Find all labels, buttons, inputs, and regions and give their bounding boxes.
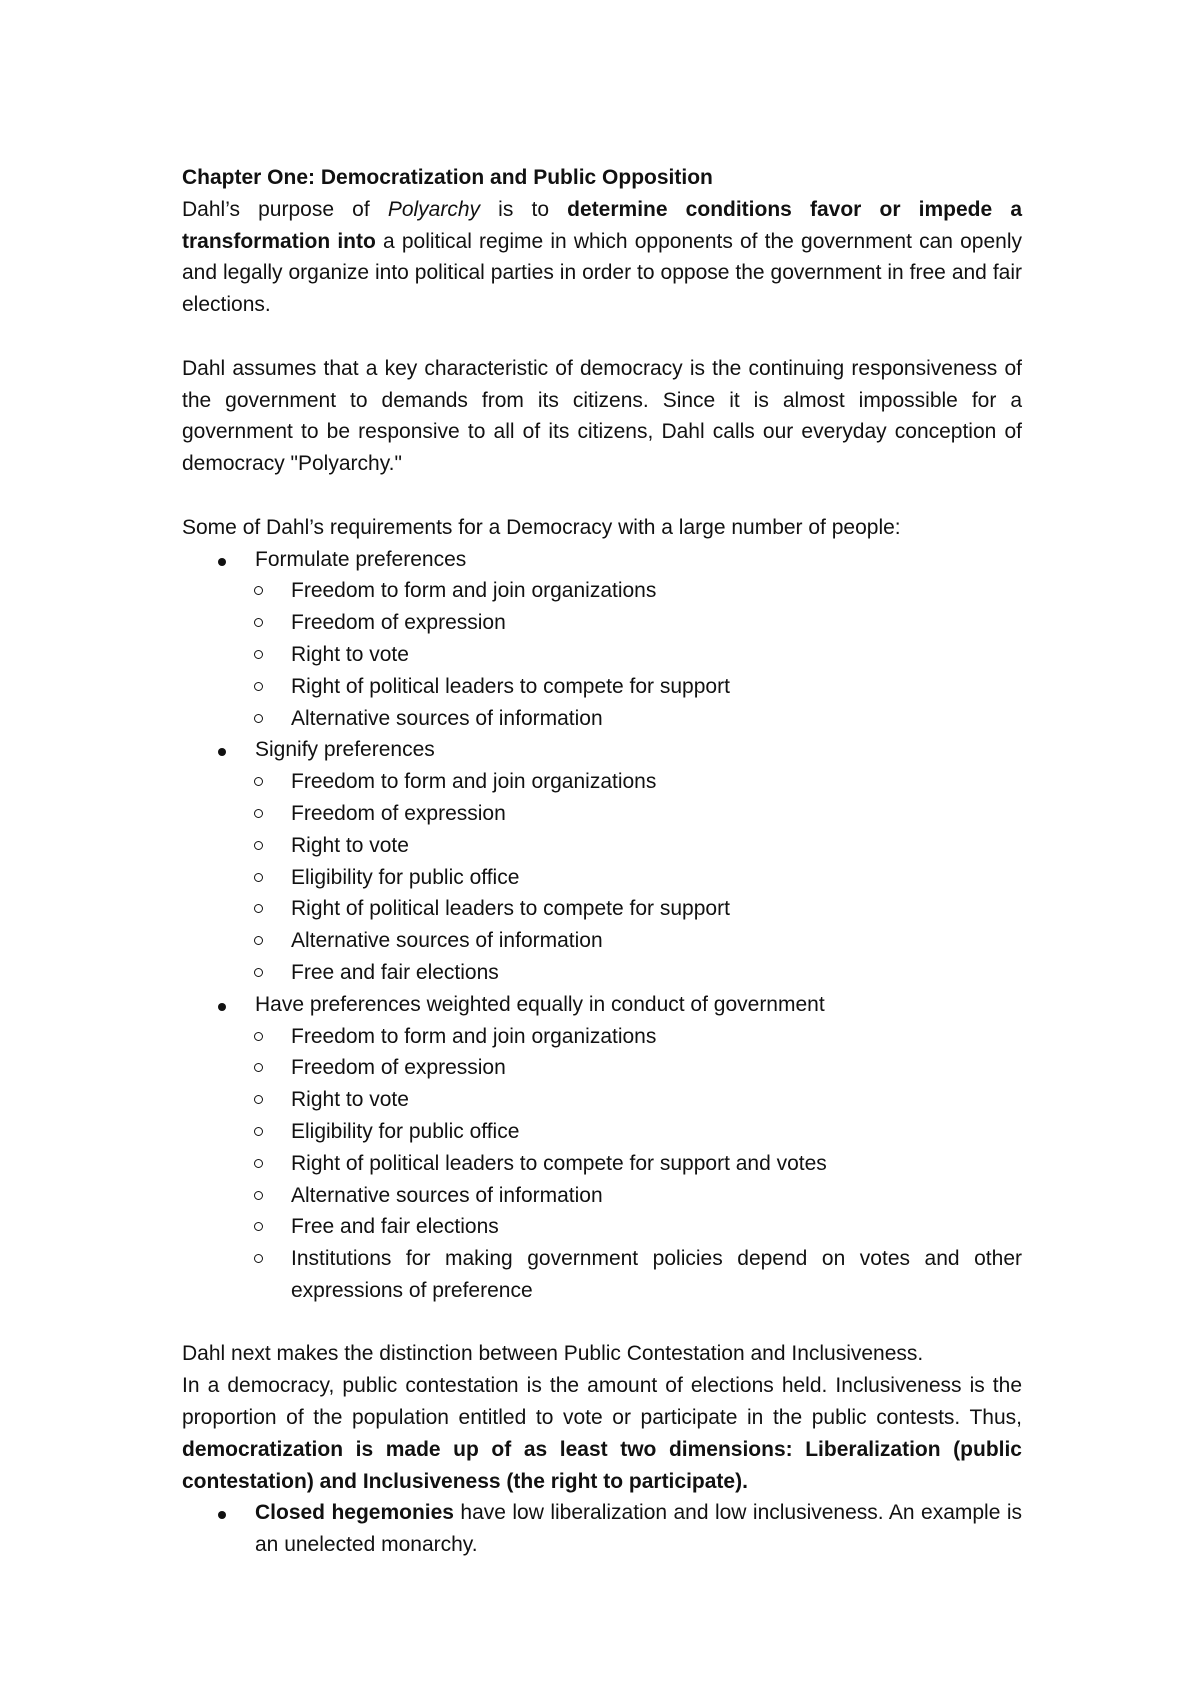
- requirement-item: [182, 1021, 1022, 1053]
- bullet-circle: [254, 809, 263, 818]
- requirement-item: [182, 1211, 1022, 1243]
- requirement-item-text: Freedom of expression: [291, 801, 506, 825]
- requirement-group-label: Formulate preferences: [255, 547, 467, 571]
- spacer: [182, 321, 1022, 353]
- contestation-text: In a democracy, public contestation is the amount of elections held. Inclusiveness is the proportion of the population entitled to vote or participate in the public contests.: [182, 1374, 1022, 1430]
- requirement-item-text: Alternative sources of information: [291, 706, 603, 730]
- requirement-group: [182, 734, 1022, 766]
- requirement-item-text: Free and fair elections: [291, 1215, 499, 1239]
- spacer: [182, 480, 1022, 512]
- bullet-dot: [218, 1003, 226, 1011]
- hegemony-list: [182, 1497, 1022, 1561]
- bullet-circle: [254, 618, 263, 627]
- requirement-item: [182, 575, 1022, 607]
- requirement-item: [182, 1243, 1022, 1307]
- requirement-item-text: Right of political leaders to compete for support: [291, 897, 730, 921]
- requirement-item: [182, 671, 1022, 703]
- requirement-item: [182, 957, 1022, 989]
- requirement-item: [182, 1084, 1022, 1116]
- bullet-circle: [254, 777, 263, 786]
- requirement-item: [182, 607, 1022, 639]
- requirement-item: [182, 639, 1022, 671]
- closed-hegemonies-text: have low liberalization and low inclusiveness. An example is an unelected monarchy.: [255, 1501, 1022, 1557]
- bullet-dot: [218, 558, 226, 566]
- thus-text: Thus,: [969, 1406, 1022, 1430]
- bullet-circle: [254, 586, 263, 595]
- requirement-group-label: Signify preferences: [255, 738, 435, 762]
- requirement-item-text: Freedom to form and join organizations: [291, 770, 657, 794]
- bullet-dot: [218, 748, 226, 756]
- requirement-item: [182, 766, 1022, 798]
- requirement-item-text: Eligibility for public office: [291, 1119, 520, 1143]
- bullet-circle: [254, 1254, 263, 1263]
- requirements-intro: Some of Dahl’s requirements for a Democracy with a large number of people:: [182, 515, 901, 539]
- contestation-paragraph: [182, 1370, 1022, 1497]
- requirement-item-text: Institutions for making government policies depend on votes and other expressions of preference: [291, 1247, 1022, 1302]
- closed-hegemonies-term: Closed hegemonies: [255, 1501, 454, 1525]
- bullet-circle: [254, 1032, 263, 1041]
- requirement-item: [182, 1180, 1022, 1212]
- responsiveness-paragraph: Dahl assumes that a key characteristic of democracy is the continuing responsiveness of the government to demands from its citizens. Since it is almost impossible for a government to be responsive to all of its citizens, Dahl calls our everyday conception of democracy "Polyarchy.": [182, 356, 1022, 476]
- polyarchy-italic: Polyarchy: [387, 197, 481, 221]
- bullet-circle: [254, 1063, 263, 1072]
- requirement-item-text: Right of political leaders to compete for support: [291, 674, 730, 698]
- bullet-circle: [254, 904, 263, 913]
- requirement-item: [182, 1116, 1022, 1148]
- bullet-circle: [254, 968, 263, 977]
- requirement-item-text: Right to vote: [291, 642, 409, 666]
- requirement-item: [182, 703, 1022, 735]
- requirement-item-text: Freedom of expression: [291, 1056, 506, 1080]
- bullet-circle: [254, 1127, 263, 1136]
- bullet-circle: [254, 1159, 263, 1168]
- bullet-circle: [254, 650, 263, 659]
- requirement-item: [182, 1148, 1022, 1180]
- distinction-line: Dahl next makes the distinction between Public Contestation and Inclusiveness.: [182, 1342, 924, 1366]
- requirement-item: [182, 925, 1022, 957]
- requirement-group-label: Have preferences weighted equally in conduct of government: [255, 992, 825, 1016]
- intro-bold-phrase: determine conditions favor or impede a transformation into: [182, 197, 1022, 253]
- dimensions-bold: democratization is made up of as least two dimensions: Liberalization (public contestation) and Inclusiveness (the right to participate).: [182, 1437, 1022, 1493]
- bullet-circle: [254, 1191, 263, 1200]
- bullet-circle: [254, 714, 263, 723]
- requirement-item-text: Right to vote: [291, 833, 409, 857]
- requirement-item: [182, 1052, 1022, 1084]
- requirement-group: [182, 544, 1022, 576]
- bullet-circle: [254, 873, 263, 882]
- requirement-item-text: Free and fair elections: [291, 960, 499, 984]
- requirement-item: [182, 893, 1022, 925]
- intro-text-is-to: is to: [480, 197, 568, 221]
- bullet-circle: [254, 841, 263, 850]
- bullet-circle: [254, 1095, 263, 1104]
- document-body: [182, 162, 1022, 1561]
- requirement-group: [182, 989, 1022, 1021]
- requirement-item-text: Eligibility for public office: [291, 865, 520, 889]
- requirement-item-text: Alternative sources of information: [291, 1183, 603, 1207]
- bullet-dot: [218, 1511, 226, 1519]
- requirement-item-text: Freedom to form and join organizations: [291, 1024, 657, 1048]
- spacer: [182, 1307, 1022, 1339]
- requirements-list: [182, 544, 1022, 1307]
- requirement-item: [182, 830, 1022, 862]
- chapter-title: Chapter One: Democratization and Public Opposition: [182, 166, 713, 189]
- intro-paragraph: [182, 194, 1022, 321]
- requirement-item-text: Freedom to form and join organizations: [291, 579, 657, 603]
- requirement-item-text: Right of political leaders to compete for support and votes: [291, 1151, 827, 1175]
- requirement-item-text: Right to vote: [291, 1088, 409, 1112]
- bullet-circle: [254, 936, 263, 945]
- closed-hegemonies-item: [182, 1497, 1022, 1561]
- requirement-item: [182, 862, 1022, 894]
- requirement-item-text: Freedom of expression: [291, 611, 506, 635]
- requirement-item-text: Alternative sources of information: [291, 929, 603, 953]
- intro-text-start: Dahl’s purpose of: [182, 197, 388, 221]
- requirement-item: [182, 798, 1022, 830]
- intro-text-rest: a political regime in which opponents of the government can openly and legally organize into political parties in order to oppose the government in free and fair elections.: [182, 229, 1022, 317]
- bullet-circle: [254, 1222, 263, 1231]
- bullet-circle: [254, 682, 263, 691]
